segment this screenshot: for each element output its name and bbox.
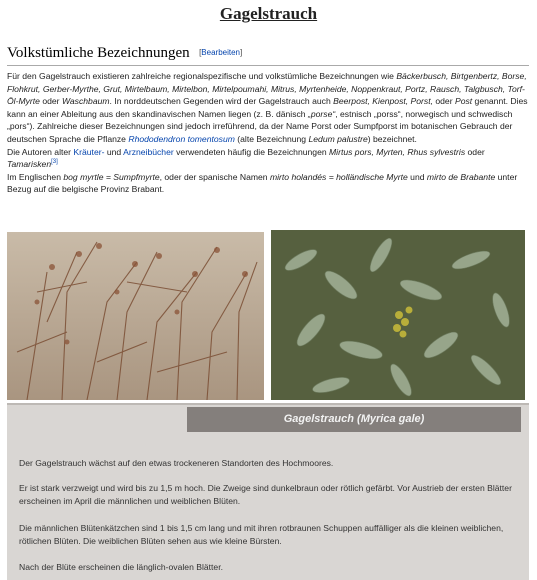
italic-names: Ledum palustre — [308, 133, 368, 144]
link-kraeuter[interactable]: Kräuter- — [73, 146, 105, 157]
caption-title: Gagelstrauch (Myrica gale) — [187, 407, 521, 432]
paragraph-english — [7, 171, 529, 196]
article-body — [7, 70, 529, 196]
text-run: (alte Bezeichnung — [234, 133, 309, 144]
italic-names: mirto de Brabante — [426, 171, 496, 182]
text-run: oder — [432, 96, 455, 107]
caption-paragraph: Nach der Blüte erscheinen die länglich-ovalen Blätter. — [19, 562, 223, 572]
reference-link[interactable]: [3] — [51, 159, 58, 166]
twigs-photo[interactable] — [7, 232, 264, 400]
text-run: Die Autoren alter — [7, 146, 74, 157]
text-run: genannt. Dies kann an einer Ableitung aus den skandinavischen Namen liegen (z. B. dänisch — [7, 96, 528, 119]
italic-names: bog myrtle = Sumpfmyrte — [63, 171, 160, 182]
italic-names: Waschbaum — [61, 96, 110, 107]
text-run: oder — [465, 146, 485, 157]
italic-names: mirto holandés = holländische Myrte — [269, 171, 408, 182]
text-run: Für den Gagelstrauch existieren zahlreiche regionalspezifische und volkstümliche Bezeichnungen wie — [7, 71, 397, 81]
text-run: Im Englischen — [7, 171, 64, 182]
text-run: und — [104, 146, 124, 157]
page-title: Gagelstrauch — [219, 4, 318, 23]
leaves-photo[interactable] — [271, 230, 525, 400]
text-run: , estnisch „porss“, norwegisch und schwedisch „pors“). Zahlreiche dieser Bezeichnungen sind jedoch irreführend, da der Name Porst oder Sumpfporst im botanischen Gebrauch der deutschen Sprache die Pflanze — [7, 108, 513, 144]
italic-names: Beerpost, Kienpost, Porst, — [333, 96, 433, 107]
caption-paragraph: Die männlichen Blütenkätzchen sind 1 bis 1,5 cm lang und mit ihren rotbraunen Schuppen auffälliger als die kleinen weiblichen, rötlichen Blüten. Die weiblichen Blüten sehen aus wie kleine Bürsten. — [19, 523, 504, 546]
text-run: . In norddeutschen Gegenden wird der Gagelstrauch auch — [109, 96, 334, 107]
italic-names: Tamarisken — [7, 159, 52, 170]
italic-names: „porse“ — [307, 108, 336, 119]
italic-names: Post — [454, 96, 473, 107]
paragraph-authors — [7, 146, 529, 171]
edit-link-wrapper: [Bearbeiten] — [199, 48, 243, 57]
link-arzneibuecher[interactable]: Arzneibücher — [123, 146, 174, 157]
italic-names: Bäckerbusch, Birtgenbertz, Borse, Flohkrut, Gerber-Myrthe, Grut, Mirtelbaum, Mirtelbon, Mirtelpoumahi, Mitrus, Myrtenheide, Noppenkraut, Portz, Rausch, Talgbusch, Torf-Öl-Myrte — [7, 71, 527, 107]
section-header — [7, 44, 529, 66]
caption-paragraph: Er ist stark verzweigt und wird bis zu 1,5 m hoch. Die Zweige sind dunkelbraun oder rötlich gefärbt. Vor Austrieb der ersten Blätter erscheinen im April die männlichen und weiblichen Blüten. — [19, 483, 512, 506]
caption-paragraph: Der Gagelstrauch wächst auf den etwas trockeneren Standorten des Hochmoores. — [19, 458, 334, 468]
text-run: verwendeten häufig die Bezeichnungen — [173, 146, 330, 157]
twigs-photo-graphic — [7, 232, 264, 400]
italic-names: Mirtus pors, Myrten, Rhus sylvestris — [329, 146, 466, 157]
text-run: unter Bezug auf die belgische Provinz Brabant. — [7, 171, 518, 195]
text-run: , oder der spanische Namen — [159, 171, 270, 182]
link-rhododendron[interactable]: Rhododendron tomentosum — [128, 133, 235, 144]
paragraph-names — [7, 70, 529, 146]
text-run: ) bezeichnet. — [367, 133, 417, 144]
text-run: oder — [39, 96, 62, 107]
edit-link[interactable]: Bearbeiten — [201, 48, 240, 57]
section-heading: Volkstümliche Bezeichnungen — [7, 45, 190, 61]
text-run: und — [407, 171, 427, 182]
leaves-photo-graphic — [271, 230, 525, 400]
